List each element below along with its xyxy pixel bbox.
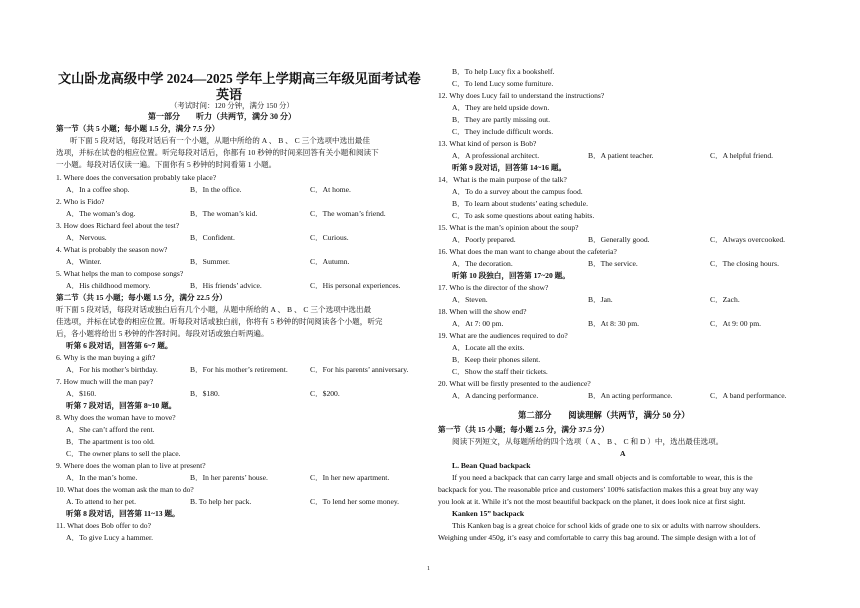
dialogue-intro: 听第 9 段对话，回答第 14~16 题。 [452,163,567,172]
passage-label: A [620,449,626,458]
option: C．The woman’s friend. [310,209,386,218]
option: A．To give Lucy a hammer. [66,533,153,542]
option: B．They are partly missing out. [452,115,551,124]
section2-instruction: 听下面 5 段对话，每段对话或独白后有几个小题，从题中所给的 A 、 B 、 C 三个选项中选出最 [56,305,372,314]
exam-info: （考试时间：120 分钟，满分 150 分） [170,101,294,110]
option: B．The service. [588,259,638,268]
question: 11. What does Bob offer to do? [56,521,151,530]
question: 7. How much will the man pay? [56,377,154,386]
question: 14．What is the main purpose of the talk? [438,175,567,184]
passage-line: This Kanken bag is a great choice for school kids of grade one to six or adults with narrow shoulders. [452,521,761,530]
option: A．His childhood memory. [66,281,151,290]
option: A．To do a survey about the campus food. [452,187,583,196]
option: C．To ask some questions about eating habits. [452,211,595,220]
monologue-intro: 听第 10 段独白，回答第 17~20 题。 [452,271,570,280]
option: B．Summer. [190,257,230,266]
option: C．$200. [310,389,340,398]
option: C．A helpful friend. [710,151,774,160]
question: 8. Why does the woman have to move? [56,413,176,422]
item-title: L. Bean Quad backpack [452,461,531,470]
question: 10. What does the woman ask the man to do? [56,485,194,494]
section1-instruction: 选项，并标在试卷的相应位置。听完每段对话后，你都有 10 秒钟的时间来回答有关小题和阅读下 [56,148,379,157]
option: B．The apartment is too old. [66,437,155,446]
question: 17. Who is the director of the show? [438,283,549,292]
option: A．Poorly prepared. [452,235,516,244]
question: 3. How does Richard feel about the test? [56,221,180,230]
reading-section1-heading: 第一节（共 15 小题；每小题 2.5 分，满分 37.5 分） [438,425,609,434]
option: B. To help her pack. [190,497,252,506]
exam-title: 文山卧龙高级中学 2024—2025 学年上学期高三年级见面考试卷 [58,71,421,86]
dialogue-intro: 听第 6 段对话，回答第 6~7 题。 [66,341,173,350]
option: C．For his parents’ anniversary. [310,365,409,374]
question: 19. What are the audiences required to do? [438,331,568,340]
option: A．The decoration. [452,259,513,268]
option: A．Steven. [452,295,488,304]
option: B．Jan. [588,295,613,304]
passage-line: backpack for you. The reasonable price and customers’ 100% satisfaction makes this a great buy any way [438,485,759,494]
question: 15. What is the man’s opinion about the soup? [438,223,579,232]
option: A．She can’t afford the rent. [66,425,155,434]
option: C．His personal experiences. [310,281,401,290]
option: A．A dancing performance. [452,391,539,400]
option: C．Show the staff their tickets. [452,367,548,376]
option: C．Curious. [310,233,349,242]
option: C．The owner plans to sell the place. [66,449,181,458]
option: B．A patient teacher. [588,151,654,160]
exam-subject: 英语 [216,87,243,102]
section1-heading: 第一节（共 5 小题；每小题 1.5 分，满分 7.5 分） [56,124,220,133]
option: B．In her parents’ house. [190,473,268,482]
option: C．To lend her some money. [310,497,400,506]
option: B．The woman’s kid. [190,209,258,218]
question: 9. Where does the woman plan to live at present? [56,461,206,470]
option: A．For his mother’s birthday. [66,365,158,374]
option: B．An acting performance. [588,391,673,400]
option: A．In a coffee shop. [66,185,130,194]
item-title: Kanken 15” backpack [452,509,525,518]
page-number: 1 [427,566,430,572]
option: B．Confident. [190,233,235,242]
option: B．Keep their phones silent. [452,355,541,364]
section2-instruction: 后，各小题将给出 5 秒钟的作答时间。每段对话或独白听两遍。 [56,329,269,338]
dialogue-intro: 听第 8 段对话，回答第 11~13 题。 [66,509,180,518]
option: C．A band performance. [710,391,787,400]
option: B．To help Lucy fix a bookshelf. [452,67,555,76]
option: C．At 9: 00 pm. [710,319,762,328]
question: 2. Who is Fido? [56,197,105,206]
question: 1. Where does the conversation probably take place? [56,173,217,182]
option: C．Zach. [710,295,740,304]
option: B．$180. [190,389,220,398]
section1-instruction: 听下面 5 段对话，每段对话后有一个小题，从题中所给的 A 、 B 、 C 三个选项中选出最佳 [70,136,370,145]
passage-line: Weighing under 450g, it’s easy and comfortable to carry this bag around. The simple design with a lot of [438,533,756,542]
reading-instruction: 阅读下列短文，从每题所给的四个选项（ A 、 B 、 C 和 D ）中，选出最佳选项。 [452,437,724,446]
question: 12. Why does Lucy fail to understand the instructions? [438,91,605,100]
option: A．Locate all the exits. [452,343,525,352]
option: C．To lend Lucy some furniture. [452,79,554,88]
option: A．$160. [66,389,97,398]
section2-instruction: 佳选项，并标在试卷的相应位置。听每段对话或独白前，你将有 5 秒钟的时间阅读各个小题，听完 [56,317,383,326]
question: 5. What helps the man to compose songs? [56,269,184,278]
question: 18. When will the show end? [438,307,527,316]
section1-instruction: 一小题。每段对话仅读一遍。下面你有 5 秒钟的时间看第 1 小题。 [56,160,277,169]
part2-heading: 第二部分 阅读理解（共两节，满分 50 分） [518,411,690,420]
option: C．Always overcooked. [710,235,786,244]
passage-line: you look at it. While it’s not the most beautiful backpack on the planet, it does look nice at first sight. [438,497,746,506]
option: A. To attend to her pet. [66,497,136,506]
option: B．At 8: 30 pm. [588,319,640,328]
option: C．Autumn. [310,257,350,266]
question: 4. What is probably the season now? [56,245,168,254]
option: A．Winter. [66,257,102,266]
question: 13. What kind of person is Bob? [438,139,537,148]
option: A．At 7: 00 pm. [452,319,504,328]
option: B．His friends’ advice. [190,281,262,290]
option: A．In the man’s home. [66,473,138,482]
option: A．A professional architect. [452,151,540,160]
option: B．For his mother’s retirement. [190,365,288,374]
option: C．The closing hours. [710,259,779,268]
option: B．To learn about students’ eating schedule. [452,199,588,208]
section2-heading: 第二节（共 15 小题；每小题 1.5 分，满分 22.5 分） [56,293,227,302]
question: 16. What does the man want to change about the cafeteria? [438,247,617,256]
option: C．At home. [310,185,351,194]
part1-heading: 第一部分 听力（共两节，满分 30 分） [148,112,296,121]
option: A．They are held upside down. [452,103,550,112]
option: C．In her new apartment. [310,473,390,482]
question: 6. Why is the man buying a gift? [56,353,156,362]
dialogue-intro: 听第 7 段对话，回答第 8~10 题。 [66,401,177,410]
option: A．The woman’s dog. [66,209,136,218]
option: B．Generally good. [588,235,650,244]
question: 20. What will be firstly presented to the audience? [438,379,591,388]
option: B．In the office. [190,185,242,194]
option: A．Nervous. [66,233,107,242]
passage-line: If you need a backpack that can carry large and small objects and is comfortable to wear, this is the [452,473,753,482]
option: C．They include difficult words. [452,127,554,136]
